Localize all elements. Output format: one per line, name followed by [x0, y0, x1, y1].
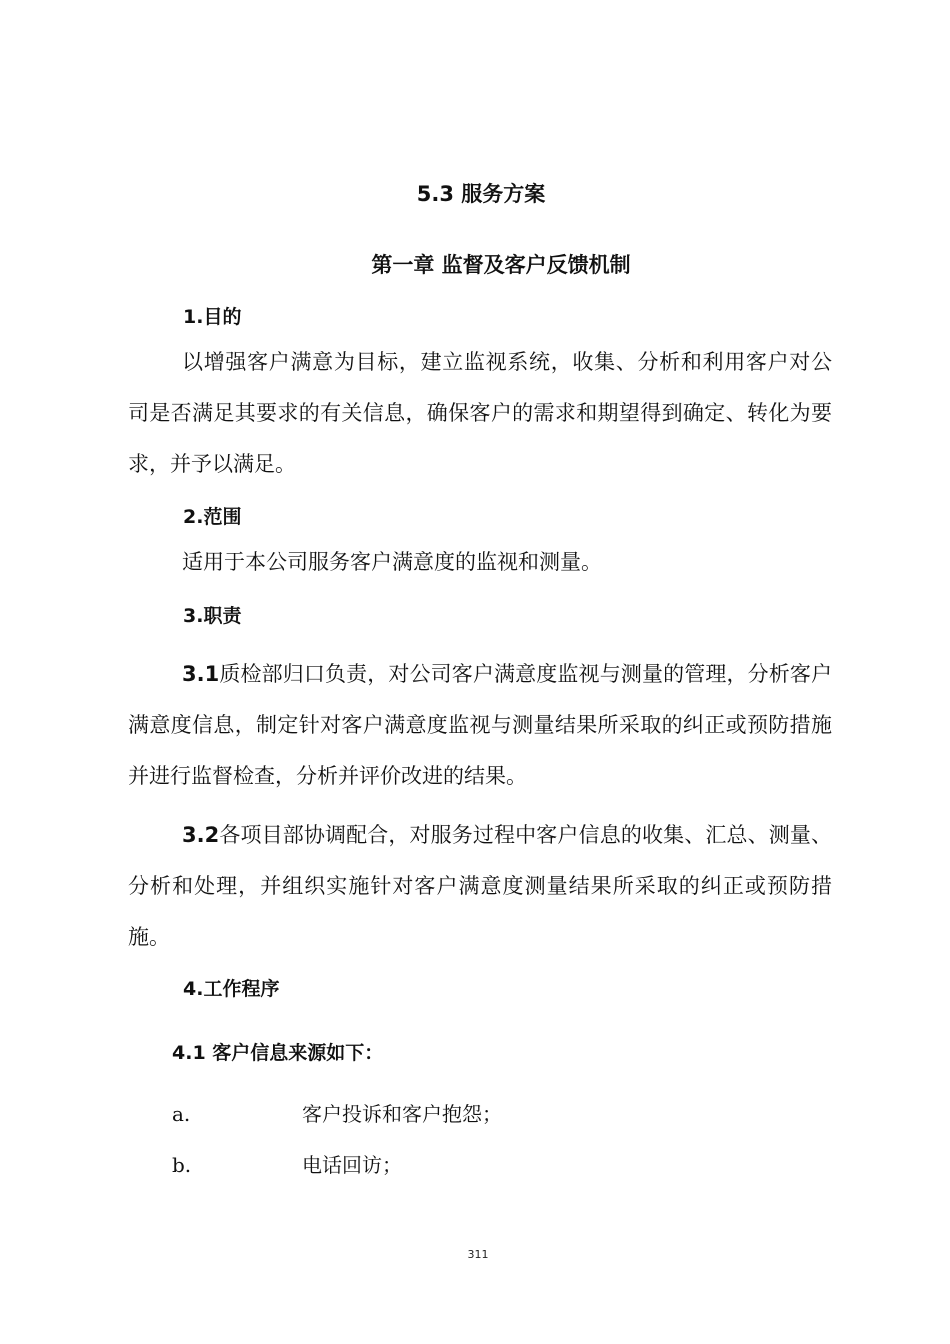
- list-item-marker: a.: [172, 1102, 191, 1126]
- scope-paragraph: 适用于本公司服务客户满意度的监视和测量。: [182, 550, 602, 574]
- page-number: 311: [467, 1248, 489, 1261]
- responsibility-item-number-1: 3.1: [182, 662, 220, 686]
- list-item: [172, 1098, 502, 1127]
- list-item: [172, 1149, 402, 1178]
- section-title: 5.3 服务方案: [416, 182, 546, 206]
- responsibility-paragraph-2: [128, 810, 832, 963]
- responsibility-item-number-2: 3.2: [182, 823, 220, 847]
- list-item-text: 电话回访；: [302, 1153, 402, 1177]
- procedure-heading: 4.工作程序: [183, 978, 280, 1000]
- list-item-marker: b.: [172, 1153, 192, 1177]
- purpose-heading: 1.目的: [183, 306, 242, 328]
- responsibility-heading: 3.职责: [183, 605, 242, 627]
- scope-heading: 2.范围: [183, 506, 242, 528]
- responsibility-item-text-2: 各项目部协调配合，对服务过程中客户信息的收集、汇总、测量、分析和处理，并组织实施针对客户满意度测量结果所采取的纠正或预防措施。: [128, 823, 832, 949]
- purpose-paragraph: 以增强客户满意为目标，建立监视系统，收集、分析和利用客户对公司是否满足其要求的有关信息，确保客户的需求和期望得到确定、转化为要求，并予以满足。: [128, 350, 832, 476]
- list-item-text: 客户投诉和客户抱怨；: [302, 1102, 502, 1126]
- responsibility-item-text-1: 质检部归口负责，对公司客户满意度监视与测量的管理，分析客户满意度信息，制定针对客户满意度监视与测量结果所采取的纠正或预防措施并进行监督检查，分析并评价改进的结果。: [128, 662, 832, 788]
- responsibility-paragraph-1: [128, 649, 832, 802]
- procedure-subheading: 4.1 客户信息来源如下：: [172, 1042, 384, 1064]
- chapter-title: 第一章 监督及客户反馈机制: [371, 253, 631, 277]
